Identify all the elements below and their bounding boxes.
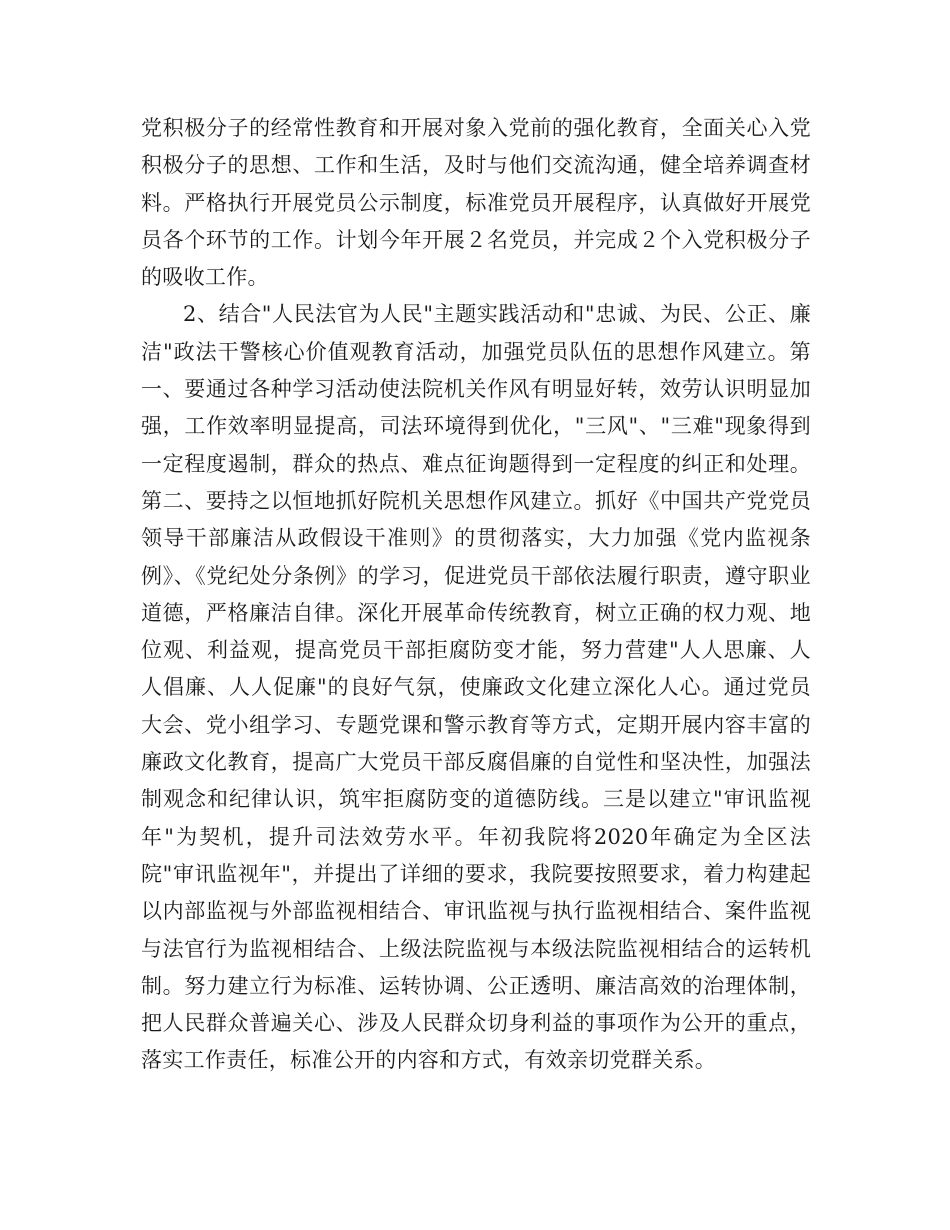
paragraph-item-2: 2、结合"人民法官为人民"主题实践活动和"忠诚、为民、公正、廉洁"政法干警核心价值观教育活动，加强党员队伍的思想作风建立。第一、要通过各种学习活动使法院机关作风有明显好转，效劳认识明显加强，工作效率明显提高，司法环境得到优化，"三风"、"三难"现象得到一定程度遏制，群众的热点、难点征询题得到一定程度的纠正和处理。第二、要持之以恒地抓好院机关思想作风建立。抓好《中国共产党党员领导干部廉洁从政假设干准则》的贯彻落实，大力加强《党内监视条例》、《党纪处分条例》的学习，促进党员干部依法履行职责，遵守职业道德，严格廉洁自律。深化开展革命传统教育，树立正确的权力观、地位观、利益观，提高党员干部拒腐防变才能，努力营建"人人思廉、人人倡廉、人人促廉"的良好气氛，使廉政文化建立深化人心。通过党员大会、党小组学习、专题党课和警示教育等方式，定期开展内容丰富的廉政文化教育，提高广大党员干部反腐倡廉的自觉性和坚决性，加强法制观念和纪律认识，筑牢拒腐防变的道德防线。三是以建立"审讯监视年"为契机，提升司法效劳水平。年初我院将2020年确定为全区法院"审讯监视年"，并提出了详细的要求，我院要按照要求，着力构建起以内部监视与外部监视相结合、审讯监视与执行监视相结合、案件监视与法官行为监视相结合、上级法院监视与本级法院监视相结合的运转机制。努力建立行为标准、运转协调、公正透明、廉洁高效的治理体制，把人民群众普遍关心、涉及人民群众切身利益的事项作为公开的重点，落实工作责任，标准公开的内容和方式，有效亲切党群关系。 (141, 302, 811, 1073)
document-body (141, 110, 811, 1080)
paragraph-continuation: 党积极分子的经常性教育和开展对象入党前的强化教育，全面关心入党积极分子的思想、工作和生活，及时与他们交流沟通，健全培养调查材料。严格执行开展党员公示制度，标准党员开展程序，认真做好开展党员各个环节的工作。计划今年开展２名党员，并完成２个入党积极分子的吸收工作。 (141, 116, 811, 290)
